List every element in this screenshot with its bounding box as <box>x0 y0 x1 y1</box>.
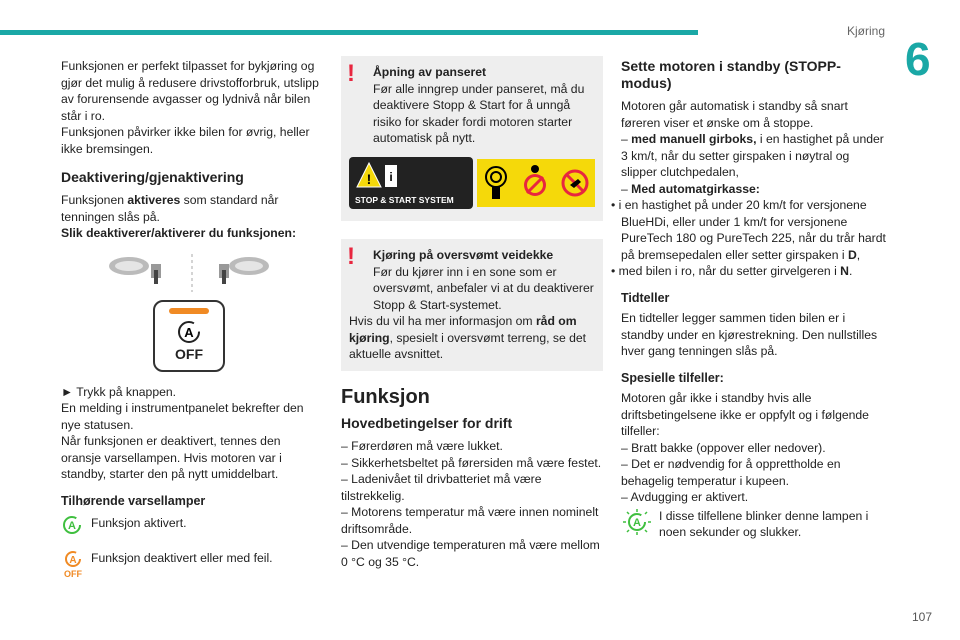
chapter-number: 6 <box>905 33 931 85</box>
caution-triangle-icon <box>355 161 399 191</box>
list-item: – Førerdøren må være lukket. <box>341 439 503 453</box>
svg-text:A: A <box>184 324 194 340</box>
svg-text:A: A <box>68 520 76 532</box>
automatic-bullet-2: • med bilen i ro, når du setter girvelgeren i N. <box>611 264 853 278</box>
no-hand-icon <box>560 163 590 203</box>
list-item: – Motorens temperatur må være innen nominelt driftsområde. <box>341 505 599 536</box>
svg-text:!: ! <box>366 170 372 187</box>
step-text-1: En melding i instrumentpanelet bekrefter den nye statusen. <box>61 401 304 432</box>
lamp-active-row <box>61 515 323 540</box>
intro-paragraph: Funksjonen er perfekt tilpasset for bykjøring og gjør det mulig å redusere drivstofforbruk, utslipp av forurensende avgasser og lydnivå når bilen står i ro. <box>61 59 319 123</box>
automatic-gearbox-item: – Med automatgirkasse: <box>621 181 760 196</box>
lamp-off-row <box>61 550 323 585</box>
intro-paragraph-2: Funksjonen påvirker ikke bilen for øvrig, heller ikke bremsingen. <box>61 125 310 156</box>
flooded-road-warning-box <box>341 239 603 371</box>
svg-text:A: A <box>69 554 77 566</box>
svg-text:i: i <box>389 169 393 184</box>
list-item: – Ladenivået til drivbatteriet må være tilstrekkelig. <box>341 472 542 503</box>
hood-warning-text: Før alle inngrep under panseret, må du deaktivere Stopp & Start for å unngå risiko for skader fordi motoren starter automatisk på nytt. <box>373 81 585 145</box>
column-2 <box>341 56 603 570</box>
svg-text:A: A <box>633 516 641 529</box>
stop-start-sticker <box>349 157 595 210</box>
green-auto-icon <box>61 515 83 535</box>
lamp-active-text: Funksjon aktivert. <box>91 516 187 530</box>
flooded-warning-title: Kjøring på oversvømt veidekke <box>373 248 554 262</box>
svg-text:OFF: OFF <box>64 568 82 579</box>
dashboard-illustration <box>99 252 323 294</box>
timer-heading: Tidteller <box>621 290 670 305</box>
list-item: – Det er nødvendig for å opprettholde en behagelig temperatur i kupeen. <box>621 457 841 488</box>
list-item: – Avdugging er aktivert. <box>621 490 749 504</box>
conditions-heading: Hovedbetingelser for drift <box>341 415 513 431</box>
sticker-label: STOP & START SYSTEM <box>355 195 454 205</box>
stop-mode-heading: Sette motoren i standby (STOPP-modus) <box>621 58 841 91</box>
special-cases-text: Motoren går ikke i standby hvis alle driftsbetingelsene ikke er oppfylt og i følgende tilfeller: <box>621 391 869 438</box>
special-cases-heading: Spesielle tilfeller: <box>621 370 724 385</box>
stop-mode-text: Motoren går automatisk i standby så snart føreren viser et ønske om å stoppe. <box>621 99 848 130</box>
function-heading: Funksjon <box>341 385 430 408</box>
automatic-bullet-1: • i en hastighet på under 20 km/t for versjonene BlueHDi, eller under 1 km/t for versjonene PureTech 180 og PureTech 225, når du trår hardt på bremsepedalen eller setter girspaken i D, <box>611 198 886 262</box>
belt-icon <box>482 163 510 203</box>
section-header: Kjøring <box>846 24 885 38</box>
hood-warning-title: Åpning av panseret <box>373 65 487 79</box>
deactivation-heading: Deaktivering/gjenaktivering <box>61 169 244 185</box>
blinking-auto-icon <box>621 508 653 536</box>
blinking-lamp-row <box>621 508 886 541</box>
page-number: 107 <box>911 610 932 624</box>
timer-text: En tidteller legger sammen tiden bilen er i standby under en kjørestrekning. Den nullstilles hver gang tenningen slås på. <box>621 311 878 358</box>
stop-start-off-button[interactable] <box>153 300 225 372</box>
steering-wheel-left-icon <box>109 257 161 284</box>
press-button-step: ► Trykk på knappen. <box>61 384 177 399</box>
deactivation-text: Funksjonen aktiveres som standard når tenningen slås på. <box>61 193 279 224</box>
manual-gearbox-item: – med manuell girboks, i en hastighet på under 3 km/t, når du setter girspaken i nøytral og slipper clutchpedalen, <box>621 132 884 179</box>
header-accent-bar <box>0 30 698 35</box>
orange-auto-off-icon <box>61 550 85 580</box>
warning-icon: ! <box>347 60 355 87</box>
list-item: – Sikkerhetsbeltet på førersiden må være festet. <box>341 455 602 470</box>
warning-lamps-heading: Tilhørende varsellamper <box>61 493 206 508</box>
flooded-warning-more: Hvis du vil ha mer informasjon om råd om kjøring, spesielt i oversvømt terreng, se det aktuelle avsnittet. <box>349 314 587 361</box>
button-label: OFF <box>175 345 203 362</box>
list-item: – Den utvendige temperaturen må være mellom 0 °C og 35 °C. <box>341 538 600 569</box>
auto-stop-icon <box>176 320 202 344</box>
column-3 <box>611 58 886 547</box>
deactivation-instruction: Slik deaktiverer/aktiverer du funksjonen: <box>61 226 297 240</box>
fan-hazard-icon <box>521 163 549 203</box>
flooded-warning-text: Før du kjører inn i en sone som er oversvømt, anbefaler vi at du deaktiverer Stopp & Start-systemet. <box>373 264 594 312</box>
warning-icon: ! <box>347 243 355 270</box>
blinking-lamp-text: I disse tilfellene blinker denne lampen i noen sekunder og slukker. <box>659 508 869 539</box>
hood-warning-box <box>341 56 603 221</box>
lamp-off-text: Funksjon deaktivert eller med feil. <box>91 550 273 565</box>
conditions-list <box>341 438 603 570</box>
step-text-2: Når funksjonen er deaktivert, tennes den oransje varsellampen. Hvis motoren var i standby, starter den på nytt umiddelbart. <box>61 434 282 481</box>
steering-wheel-right-icon <box>219 257 269 284</box>
list-item: – Bratt bakke (oppover eller nedover). <box>621 440 826 455</box>
column-1 <box>61 58 323 590</box>
